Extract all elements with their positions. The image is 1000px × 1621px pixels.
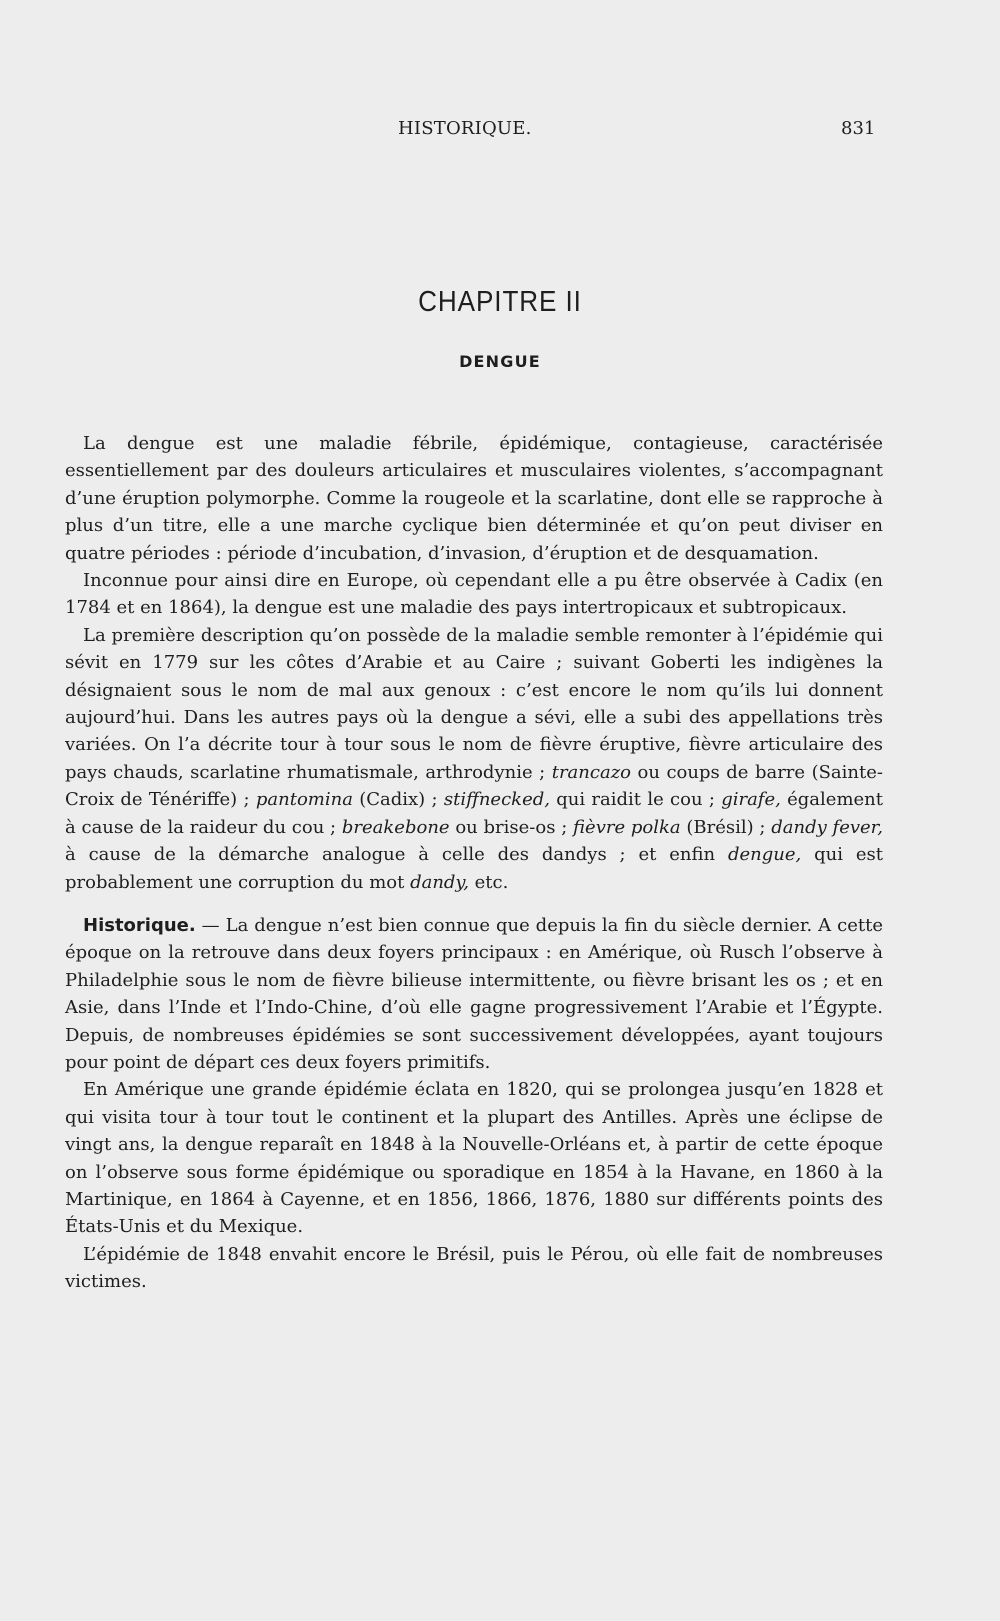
chapter-title: CHAPITRE II xyxy=(418,286,582,318)
historique-text: — La dengue n’est bien connue que depuis la fin du siècle dernier. A cette époque on la retrouve dans deux foyers principaux : en Amérique, où Rusch l’observe à Philadelphie sous le nom de fièvre bilieuse intermittente, ou fièvre brisant les os ; et en Asie, dans l’Inde et l’Indo-Chine, d’où elle gagne progressivement l’Arabie et l’Égypte. Depuis, de nombreuses épidémies se sont successivement développées, ayant toujours pour point de départ ces deux foyers primitifs. xyxy=(65,914,883,1073)
term-breakebone: breakebone xyxy=(341,816,450,838)
term-dengue: dengue, xyxy=(727,844,802,866)
term-stiffnecked: stiffnecked, xyxy=(443,789,550,811)
paragraph-names-text: également à cause de la raideur du cou ; xyxy=(65,789,883,838)
paragraph-names-text: (Brésil) ; xyxy=(680,816,772,838)
term-pantomina: pantomina xyxy=(255,789,353,811)
paragraph-definition: La dengue est une maladie fébrile, épidémique, contagieuse, caractérisée essentiellement par des douleurs articulaires et musculaires violentes, s’accompagnant d’une éruption polymorphe. Comme la rougeole et la scarlatine, dont elle se rapproche à plus d’un titre, elle a une marche cyclique bien déterminée et qu’on peut diviser en quatre périodes : période d’incubation, d’invasion, d’éruption et de desquamation. xyxy=(65,433,883,564)
term-dandy: dandy, xyxy=(410,871,469,893)
term-dandy-fever: dandy fever, xyxy=(771,816,884,838)
chapter-subtitle: DENGUE xyxy=(459,352,541,371)
term-trancazo: trancazo xyxy=(551,761,632,783)
paragraph-geography: Inconnue pour ainsi dire en Europe, où cependant elle a pu être observée à Cadix (en 1784 et en 1864), la dengue est une maladie des pays intertropicaux et subtropicaux. xyxy=(65,570,883,619)
paragraph-names xyxy=(65,622,883,896)
page-number: 831 xyxy=(841,118,876,139)
running-head: HISTORIQUE. xyxy=(398,118,532,139)
paragraph-names-text: qui raidit le cou ; xyxy=(549,789,722,811)
term-girafe: girafe, xyxy=(721,789,781,811)
paragraph-names-text: (Cadix) ; xyxy=(352,789,444,811)
paragraph-names-text: ou brise-os ; xyxy=(449,816,574,838)
paragraph-historique xyxy=(65,912,883,1076)
paragraph-names-text: La première description qu’on possède de la maladie semble remonter à l’épidémie qui sévit en 1779 sur les côtes d’Arabie et au Caire ; suivant Goberti les indigènes la désignaient sous le nom de mal aux genoux : c’est encore le nom qu’ils lui donnent aujourd’hui. Dans les autres pays où la dengue a sévi, elle a subi des appellations très variées. On l’a décrite tour à tour sous le nom de fièvre éruptive, fièvre articulaire des pays chauds, scarlatine rhumatismale, arthrodynie ; xyxy=(65,624,883,783)
document-body xyxy=(65,430,883,1296)
paragraph-names-text: qui est probablement une corruption du mot xyxy=(65,844,883,893)
historique-heading: Historique. xyxy=(83,914,196,936)
paragraph-brazil: L’épidémie de 1848 envahit encore le Brésil, puis le Pérou, où elle fait de nombreuses victimes. xyxy=(65,1243,883,1293)
paragraph-america: En Amérique une grande épidémie éclata en 1820, qui se prolongea jusqu’en 1828 et qui visita tour à tour tout le continent et la plupart des Antilles. Après une éclipse de vingt ans, la dengue reparaît en 1848 à la Nouvelle-Orléans et, à partir de cette époque on l’observe sous forme épidémique ou sporadique en 1854 à la Havane, en 1860 à la Martinique, en 1864 à Cayenne, et en 1856, 1866, 1876, 1880 sur différents points des États-Unis et du Mexique. xyxy=(65,1079,883,1238)
paragraph-names-text: à cause de la démarche analogue à celle des dandys ; et enfin xyxy=(65,844,728,866)
section-gap xyxy=(65,896,883,912)
term-fievre-polka: fièvre polka xyxy=(573,816,681,838)
paragraph-names-text: ou coups de barre (Sainte-Croix de Ténériffe) ; xyxy=(65,761,883,811)
paragraph-names-text: etc. xyxy=(468,871,509,893)
